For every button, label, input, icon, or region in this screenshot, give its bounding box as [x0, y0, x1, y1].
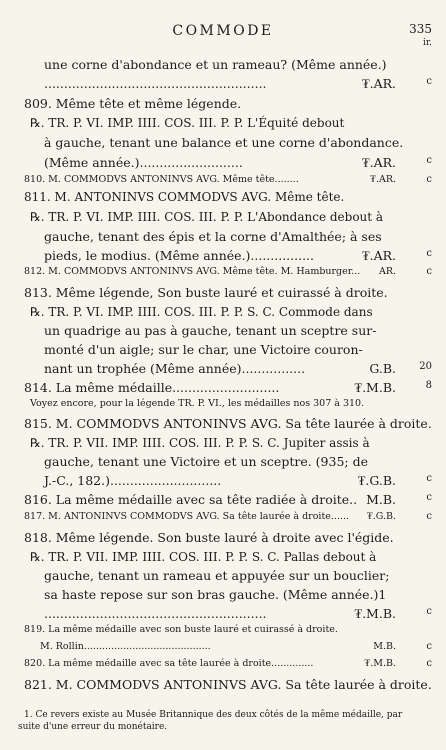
entry-text: monté d'un aigle; sur le char, une Victoire couron-	[44, 342, 363, 357]
metal-size-label: ₮.AR.	[361, 76, 396, 91]
entry-line	[0, 266, 446, 284]
entry-text: ℞. TR. P. VII. IMP. IIII. COS. III. P. P. S. C. Pallas debout à	[30, 550, 377, 564]
entry-text: 816. La même médaille avec sa tête radiée à droite..	[24, 492, 358, 507]
rarity-value: c	[426, 155, 432, 166]
entry-line	[0, 57, 446, 75]
entry-text: ........................................................	[44, 606, 267, 621]
entry-line	[0, 416, 446, 434]
rarity-value: c	[426, 641, 432, 652]
entry-text: 818. Même légende. Son buste lauré à droite avec l'égide.	[24, 530, 394, 545]
entry-line	[0, 210, 446, 228]
metal-size-label: ₮.G.B.	[366, 511, 396, 522]
entry-line	[0, 473, 446, 491]
entry-text: gauche, tenant une Victoire et un sceptre. (935; de	[44, 454, 368, 469]
entry-text: gauche, tenant des épis et la corne d'Amalthée; à ses	[44, 229, 382, 244]
entry-line	[0, 323, 446, 341]
metal-size-label: ₮.M.B.	[354, 606, 396, 621]
entry-text: 811. M. ANTONINVS COMMODVS AVG. Même tête.	[24, 190, 345, 204]
footnote-line-1: 1. Ce revers existe au Musée Britannique des deux côtés de la même médaille, par	[24, 710, 403, 720]
entry-line	[0, 568, 446, 586]
entry-line	[0, 305, 446, 323]
entry-text: J.-C., 182.)............................	[44, 473, 222, 488]
entry-text: ℞. TR. P. VII. IMP. IIII. COS. III. P. P. S. C. Jupiter assis à	[30, 436, 370, 450]
entry-text: 819. La même médaille avec son buste lauré et cuirassé à droite.	[24, 624, 338, 635]
entry-text: 821. M. COMMODVS ANTONINVS AVG. Sa tête laurée à droite.	[24, 677, 432, 692]
entry-line	[0, 190, 446, 208]
entry-line	[0, 492, 446, 510]
rarity-value: c	[426, 473, 432, 484]
entry-line	[0, 550, 446, 568]
rarity-value: c	[426, 492, 432, 503]
metal-size-label: G.B.	[369, 361, 396, 376]
entry-line	[0, 677, 446, 695]
entry-line	[0, 587, 446, 605]
entry-text: ℞. TR. P. VI. IMP. IIII. COS. III. P. P. S. C. Commode dans	[30, 305, 373, 319]
entry-text: une corne d'abondance et un rameau? (Même année.)	[44, 57, 387, 72]
rarity-value: c	[426, 658, 432, 669]
entry-line	[0, 116, 446, 134]
entry-line	[0, 380, 446, 398]
entry-text: nant un trophée (Même année)................	[44, 361, 306, 376]
rarity-value: c	[426, 174, 432, 185]
entry-text: ........................................................	[44, 76, 267, 91]
entry-line	[0, 530, 446, 548]
entry-line	[0, 511, 446, 529]
metal-size-label: M.B.	[373, 641, 396, 652]
entry-text: 809. Même tête et même légende.	[24, 96, 242, 111]
entry-text: 814. La même médaille...........................	[24, 380, 280, 395]
rarity-value: c	[426, 266, 432, 277]
entry-text: Voyez encore, pour la légende TR. P. VI., les médailles nos 307 à 310.	[30, 398, 365, 409]
entry-text: 820. La même médaille avec sa tête laurée à droite..............	[24, 658, 314, 669]
entry-text: ℞. TR. P. VI. IMP. IIII. COS. III. P. P. L'Abondance debout à	[30, 210, 384, 224]
entry-text: M. Rollin..........................................	[40, 641, 211, 652]
entry-line	[0, 76, 446, 94]
entry-text: gauche, tenant un rameau et appuyée sur un bouclier;	[44, 568, 390, 583]
rarity-value: c	[426, 76, 432, 87]
entry-text: sa haste repose sur son bras gauche. (Même année.)1	[44, 587, 387, 602]
entry-line	[0, 641, 446, 659]
entry-text: 817. M. ANTONINVS COMMODVS AVG. Sa tête laurée à droite......	[24, 511, 350, 522]
metal-size-label: ₮.AR.	[361, 155, 396, 170]
rarity-value: 8	[425, 380, 432, 391]
page-number-sub: ir.	[422, 38, 432, 48]
entry-line	[0, 624, 446, 642]
entry-text: à gauche, tenant une balance et une corne d'abondance.	[44, 135, 404, 150]
entry-line	[0, 658, 446, 676]
rarity-value: c	[426, 511, 432, 522]
entry-line	[0, 342, 446, 360]
entry-text: un quadrige au pas à gauche, tenant un sceptre sur-	[44, 323, 377, 338]
entry-text: 813. Même légende, Son buste lauré et cuirassé à droite.	[24, 285, 388, 300]
metal-size-label: ₮.AR.	[370, 174, 396, 185]
metal-size-label: AR.	[378, 266, 396, 277]
entry-line	[0, 398, 446, 416]
entry-line	[0, 135, 446, 153]
entry-line	[0, 454, 446, 472]
footnote-line-2: suite d'une erreur du monétaire.	[18, 722, 168, 732]
entry-text: 815. M. COMMODVS ANTONINVS AVG. Sa tête laurée à droite.	[24, 416, 432, 431]
entry-line	[0, 606, 446, 624]
entry-line	[0, 285, 446, 303]
metal-size-label: ₮.M.B.	[364, 658, 396, 669]
rarity-value: c	[426, 248, 432, 259]
page-number: 335	[409, 22, 432, 36]
entry-line	[0, 361, 446, 379]
metal-size-label: ₮.M.B.	[354, 380, 396, 395]
entry-line	[0, 96, 446, 114]
entry-text: 812. M. COMMODVS ANTONINVS AVG. Même tête. M. Hamburger...	[24, 266, 361, 277]
entry-text: (Même année.)..........................	[44, 155, 243, 170]
entry-line	[0, 248, 446, 266]
metal-size-label: ₮.AR.	[361, 248, 396, 263]
entry-line	[0, 229, 446, 247]
metal-size-label: ₮.G.B.	[357, 473, 396, 488]
page-header	[0, 20, 446, 48]
entry-text: pieds, le modius. (Même année.)................	[44, 248, 314, 263]
rarity-value: 20	[419, 361, 432, 372]
entry-line	[0, 155, 446, 173]
entry-line	[0, 436, 446, 454]
page-title: COMMODE	[172, 23, 274, 39]
metal-size-label: M.B.	[366, 492, 396, 507]
rarity-value: c	[426, 606, 432, 617]
entry-text: ℞. TR. P. VI. IMP. IIII. COS. III. P. P. L'Équité debout	[30, 116, 345, 130]
entry-text: 810. M. COMMODVS ANTONINVS AVG. Même tête........	[24, 174, 299, 185]
